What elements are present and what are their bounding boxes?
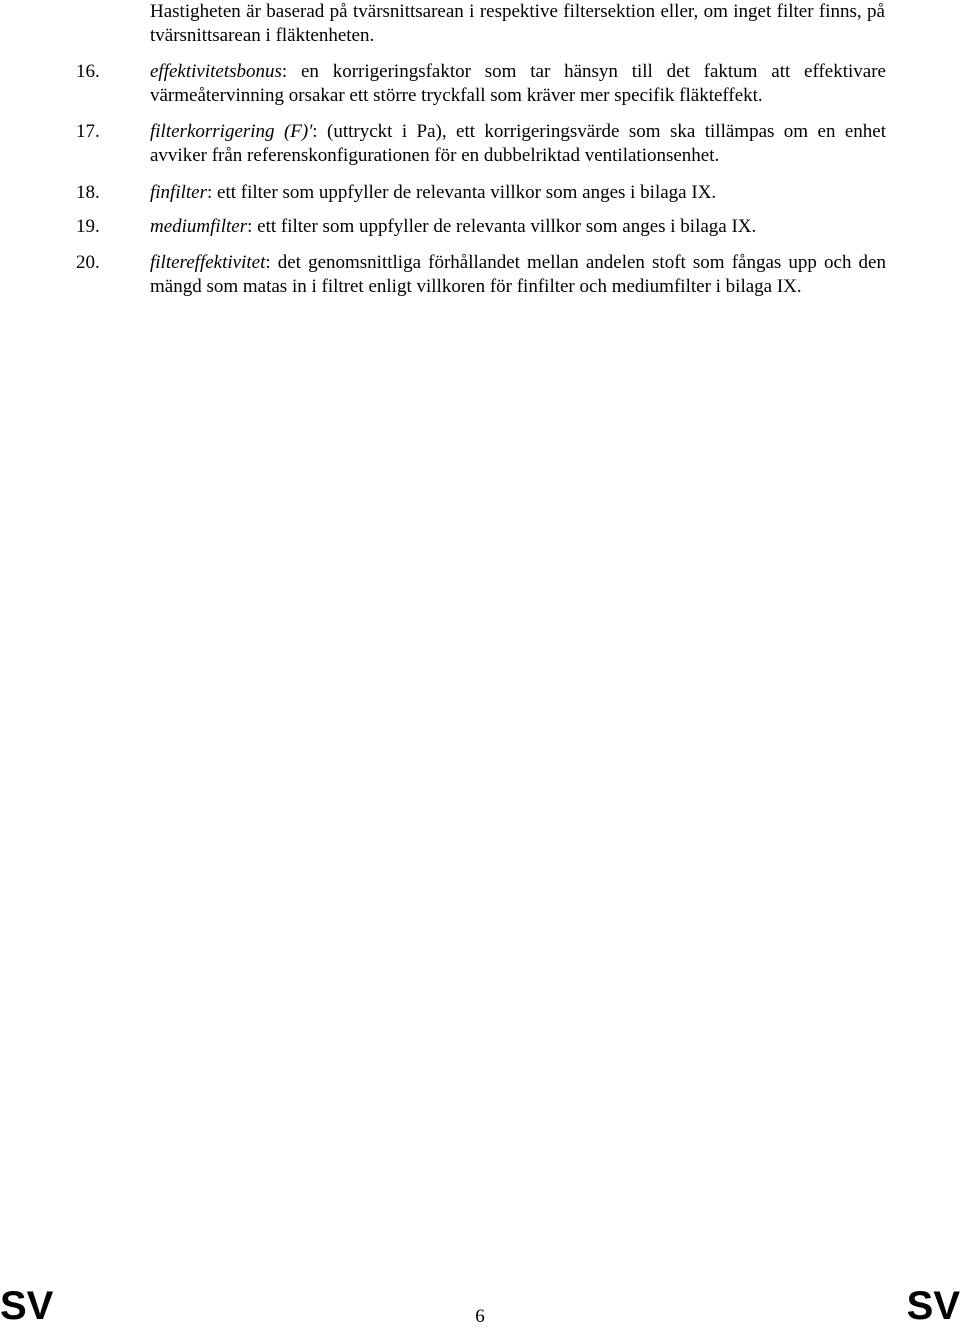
item-term: mediumfilter	[150, 216, 248, 237]
item-number: 16.	[76, 61, 100, 82]
item-term: filterkorrigering (F)'	[150, 121, 313, 142]
item-term: finfilter	[150, 182, 207, 203]
item-definition: : en korrigeringsfaktor som tar hänsyn till det faktum att effektivare värmeåtervinning orsakar ett större tryckfall som kräver mer specifik fläkteffekt.	[150, 61, 886, 106]
list-item-20	[76, 251, 886, 299]
list-item-16	[76, 60, 886, 108]
item-definition: : det genomsnittliga förhållandet mellan andelen stoft som fångas upp och den mängd som matas in i filtret enligt villkoren för finfilter och mediumfilter i bilaga IX.	[150, 252, 886, 297]
item-number: 18.	[76, 182, 100, 203]
item-body	[150, 215, 886, 239]
item-term: filtereffektivitet	[150, 252, 266, 273]
item-number: 20.	[76, 252, 100, 273]
item-term: effektivitetsbonus	[150, 61, 282, 82]
item-definition: : ett filter som uppfyller de relevanta villkor som anges i bilaga IX.	[247, 216, 757, 237]
item-body	[150, 181, 886, 205]
list-item-18	[76, 181, 886, 205]
page-number: 6	[475, 1306, 485, 1327]
item-definition: : ett filter som uppfyller de relevanta villkor som anges i bilaga IX.	[207, 182, 717, 203]
list-item-19	[76, 215, 886, 239]
footer-language-code-right: SV	[906, 1284, 960, 1328]
item-body	[150, 60, 886, 108]
footer-language-code-left: SV	[0, 1284, 54, 1328]
item-body	[150, 251, 886, 299]
list-item-17	[76, 120, 886, 168]
item-definition: : (uttryckt i Pa), ett korrigeringsvärde som ska tillämpas om en enhet avviker från referenskonfigurationen för en dubbelriktad ventilationsenhet.	[150, 121, 887, 166]
item-number: 17.	[76, 121, 100, 142]
intro-paragraph: Hastigheten är baserad på tvärsnittsarean i respektive filtersektion eller, om inget filter finns, på tvärsnittsarean i fläktenheten.	[150, 1, 885, 46]
item-number: 19.	[76, 216, 100, 237]
item-body	[150, 120, 886, 168]
